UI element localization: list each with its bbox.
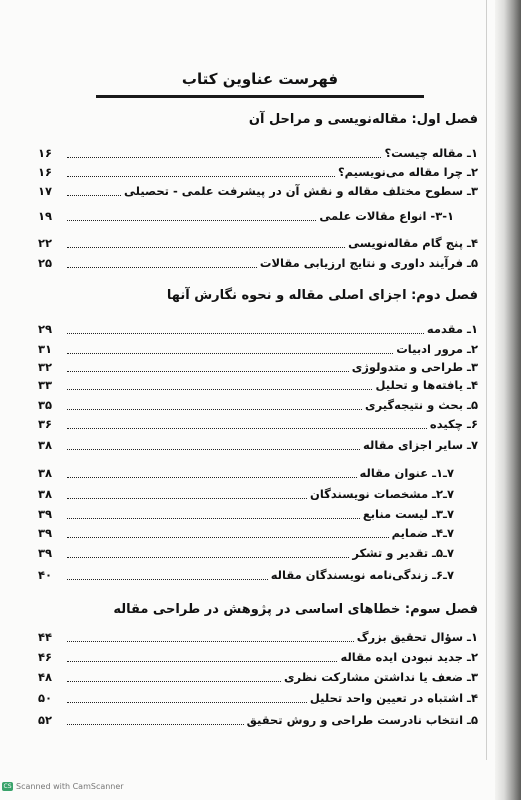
toc-page-number: ۳۹	[38, 526, 53, 540]
margin-line	[486, 0, 487, 760]
toc-entry-label: ۷ـ۵ـ تقدیر و تشکر	[352, 546, 454, 560]
toc-entry	[38, 543, 478, 561]
toc-entry-label: ۴ـ پنج گام مقاله‌نویسی	[348, 236, 478, 250]
toc-entry	[38, 667, 478, 685]
toc-entry	[38, 627, 478, 645]
toc-entry-label: ۲ـ مرور ادبیات	[396, 342, 478, 356]
page-title: فهرست عناوین کتاب	[181, 70, 339, 88]
toc-page-number: ۵۰	[38, 691, 53, 705]
toc-entry-label: ۷ـ۳ـ لیست منابع	[362, 507, 454, 521]
toc-page-number: ۳۹	[38, 546, 53, 560]
dot-leader	[67, 536, 389, 538]
dot-leader	[67, 408, 362, 410]
toc-page-number: ۲۲	[38, 236, 53, 250]
dot-leader	[67, 578, 268, 580]
dot-leader	[67, 219, 316, 221]
toc-entry	[38, 395, 478, 413]
toc-entry	[38, 162, 478, 180]
toc-entry	[38, 375, 478, 393]
dot-leader	[67, 427, 427, 429]
chapter-heading: فصل دوم: اجزای اصلی مقاله و نحوه نگارش آنها	[166, 288, 478, 303]
scanner-watermark	[2, 782, 124, 791]
toc-entry-label: ۵ـ فرآیند داوری و نتایج ارزیابی مقالات	[259, 256, 478, 270]
title-underline	[96, 95, 424, 98]
toc-entry	[38, 319, 478, 337]
dot-leader	[67, 448, 360, 450]
toc-entry-label: ۴ـ اشتباه در تعیین واحد تحلیل	[309, 691, 478, 705]
dot-leader	[67, 660, 337, 662]
toc-entry-label: ۱ـ مقدمه	[426, 322, 478, 336]
toc-page-number: ۴۰	[38, 568, 53, 582]
toc-entry-label: ۳-۱- انواع مقالات علمی	[319, 209, 454, 223]
toc-page-number: ۱۹	[38, 209, 53, 223]
toc-entry	[38, 339, 478, 357]
toc-page-number: ۳۸	[38, 487, 53, 501]
dot-leader	[67, 370, 349, 372]
toc-entry-label: ۷ـ۶ـ زندگی‌نامه نویسندگان مقاله	[270, 568, 454, 582]
dot-leader	[67, 556, 349, 558]
toc-page-number: ۴۶	[38, 650, 53, 664]
toc-entry-label: ۶ـ چکیده	[429, 417, 478, 431]
toc-page-number: ۱۷	[38, 184, 53, 198]
dot-leader	[67, 266, 257, 268]
dot-leader	[67, 388, 372, 390]
toc-entry-label: ۵ـ انتخاب نادرست طراحی و روش تحقیق	[246, 713, 478, 727]
dot-leader	[67, 352, 393, 354]
toc-page-number: ۳۵	[38, 398, 53, 412]
dot-leader	[67, 680, 281, 682]
toc-entry	[38, 435, 478, 453]
toc-entry	[38, 484, 478, 502]
dot-leader	[67, 476, 357, 478]
toc-page-number: ۳۹	[38, 507, 53, 521]
toc-entry	[38, 253, 478, 271]
toc-entry	[38, 143, 478, 161]
toc-page-number: ۱۶	[38, 165, 53, 179]
toc-page-number: ۳۸	[38, 466, 53, 480]
toc-entry-label: ۷ـ سایر اجزای مقاله	[363, 438, 478, 452]
toc-entry	[38, 357, 478, 375]
toc-entry-label: ۳ـ ضعف یا نداشتن مشارکت نظری	[283, 670, 478, 684]
toc-entry-label: ۱ـ مقاله چیست؟	[384, 146, 478, 160]
toc-entry-label: ۷ـ۲ـ مشخصات نویسندگان	[310, 487, 454, 501]
dot-leader	[67, 723, 244, 725]
toc-entry	[38, 181, 478, 199]
toc-entry	[38, 523, 478, 541]
toc-entry-label: ۲ـ چرا مقاله می‌نویسیم؟	[337, 165, 478, 179]
toc-entry	[38, 504, 478, 522]
toc-entry-label: ۴ـ یافته‌ها و تحلیل	[375, 378, 478, 392]
toc-entry-label: ۱ـ سؤال تحقیق بزرگ	[356, 630, 478, 644]
toc-entry-label: ۷ـ۱ـ عنوان مقاله	[359, 466, 454, 480]
toc-entry-label: ۷ـ۴ـ ضمایم	[391, 526, 454, 540]
toc-entry-label: ۳ـ طراحی و متدولوژی	[351, 360, 478, 374]
camscanner-logo-icon: CS	[3, 783, 12, 790]
toc-page-number: ۱۶	[38, 146, 53, 160]
toc-page-number: ۳۱	[38, 342, 53, 356]
dot-leader	[67, 701, 307, 703]
toc-entry-label: ۵ـ بحث و نتیجه‌گیری	[365, 398, 478, 412]
dot-leader	[67, 517, 360, 519]
dot-leader	[67, 175, 335, 177]
toc-entry	[38, 688, 478, 706]
toc-page-number: ۵۲	[38, 713, 53, 727]
toc-page-number: ۳۶	[38, 417, 53, 431]
chapter-heading: فصل سوم: خطاهای اساسی در پژوهش در طراحی مقاله	[113, 602, 478, 617]
toc-entry	[38, 565, 478, 583]
toc-entry	[38, 206, 478, 224]
toc-page-number: ۳۸	[38, 438, 53, 452]
toc-entry-label: ۳ـ سطوح مختلف مقاله و نقش آن در پیشرفت علمی - تحصیلی	[124, 184, 478, 198]
toc-page-number: ۳۲	[38, 360, 53, 374]
dot-leader	[67, 497, 307, 499]
toc-entry-label: ۲ـ جدید نبودن ایده مقاله	[340, 650, 478, 664]
dot-leader	[67, 640, 354, 642]
toc-entry	[38, 463, 478, 481]
dot-leader	[67, 332, 424, 334]
chapter-heading: فصل اول: مقاله‌نویسی و مراحل آن	[248, 112, 478, 127]
toc-entry	[38, 710, 478, 728]
toc-page-number: ۴۸	[38, 670, 53, 684]
dot-leader	[67, 246, 345, 248]
toc-entry	[38, 647, 478, 665]
toc-entry	[38, 233, 478, 251]
dot-leader	[67, 194, 121, 196]
toc-page-number: ۳۳	[38, 378, 53, 392]
dot-leader	[67, 156, 381, 158]
toc-entry	[38, 414, 478, 432]
watermark-text: Scanned with CamScanner	[16, 782, 124, 791]
toc-page-number: ۲۹	[38, 322, 53, 336]
toc-page-number: ۲۵	[38, 256, 53, 270]
page-binding-shadow	[495, 0, 521, 800]
toc-page-number: ۴۴	[38, 630, 53, 644]
